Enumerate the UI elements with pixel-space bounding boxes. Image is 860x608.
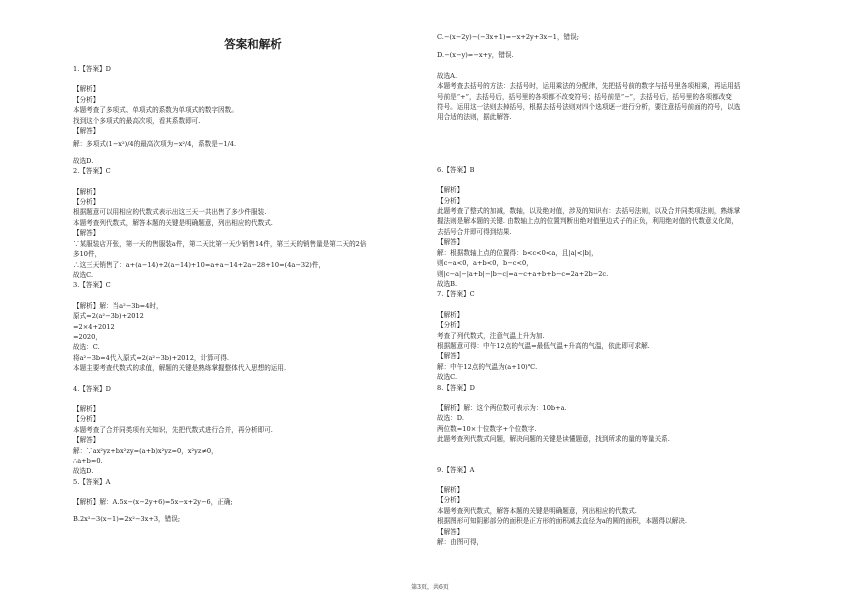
text-line: 此题考查了整式的加减，数轴，以及绝对值，涉及的知识有：去括号法则，以及合并同类项法则，熟练掌	[437, 207, 741, 216]
text-line: ∵某服装店开张，第一天的售服装a件，第二天比第一天少销售14件，第三天的销售量是第二天的2倍	[73, 239, 367, 248]
text-line: 根据题意可得：中午12点的气温=最低气温+升高的气温，依此即可求解.	[437, 341, 650, 350]
text-line: 解：∵ax²yz+bx²zy=(a+b)x²yz=0，x²yz≠0，	[73, 446, 218, 455]
text-line: 本题考查列代数式，解答本题的关键是明确题意，列出相应的代数式.	[73, 218, 273, 227]
text-line: 故选C.	[437, 373, 458, 382]
text-line: 【分析】	[437, 496, 464, 505]
text-line: ∴a+b=0.	[73, 457, 103, 465]
text-line: 找到这个多项式的最高次项，看其系数即可.	[73, 116, 201, 125]
text-line: 用合适的法则，据此解答.	[437, 113, 512, 122]
text-line: 解：由图可得，	[437, 538, 484, 547]
text-line: 3.【答案】C	[73, 281, 111, 290]
text-line: 根据题意可以用相应的代数式表示出这三天一共出售了多少件服装.	[73, 208, 267, 217]
text-line: 故选：C.	[73, 343, 100, 352]
text-line: 去括号合并即可得到结果.	[437, 227, 512, 236]
text-line: 【分析】	[73, 95, 100, 104]
text-line: C.−(x−2y)−(−3x+1)=−x+2y+3x−1，错误;	[437, 33, 579, 41]
text-line: 【解答】	[437, 238, 464, 247]
text-line: 8.【答案】D	[437, 383, 475, 392]
text-line: 故选B.	[437, 279, 458, 288]
text-line: 则|c−a|−|a+b|−|b−c|=a−c+a+b+b−c=2a+2b−2c.	[437, 269, 609, 278]
text-line: 号前是“+”，去括号后，括号里的各项都不改变符号；括号前是“−”，去括号后，括号里的各项都改变	[437, 92, 732, 101]
text-line: 多10件，	[73, 250, 102, 259]
text-line: 此题考查列代数式问题，解决问题的关键是读懂题意，找到所求的量的等量关系.	[437, 435, 670, 444]
text-line: 9.【答案】A	[437, 465, 475, 474]
text-line: 故选D.	[73, 156, 94, 165]
text-line: 故选：D.	[437, 414, 464, 423]
text-line: 2.【答案】C	[73, 167, 111, 176]
text-line: 解：根据数轴上点的位置得：b<c<0<a，且|a|<|b|，	[437, 248, 598, 257]
text-line: 【解答】	[73, 229, 100, 238]
text-line: 根据图形可知阴影部分的面积是正方形的面积减去直径为a的圆的面积，本题得以解决.	[437, 517, 687, 526]
text-line: 本题考查去括号的方法：去括号时，运用乘法的分配律，先把括号前的数字与括号里各项相乘，再运用括	[437, 82, 741, 91]
text-line: 【分析】	[437, 196, 464, 205]
text-line: =2×4+2012	[73, 322, 115, 331]
text-line: =2020，	[73, 332, 102, 341]
text-line: 故选A.	[437, 71, 458, 80]
text-line: 4.【答案】D	[73, 384, 111, 393]
text-line: 本题主要考查代数式的求值，解题的关键是熟练掌握整体代入思想的运用.	[73, 364, 287, 373]
text-line: 故选D.	[73, 467, 94, 476]
text-line: 符号。运用这一法则去掉括号，根据去括号法则对四个选项逐一进行分析，要注意括号前面的符号，以选	[437, 103, 741, 112]
text-line: 【解析】	[437, 486, 464, 494]
text-line: 【解析】	[437, 186, 464, 195]
text-line: 1.【答案】D	[73, 65, 111, 73]
text-line: 5.【答案】A	[73, 477, 111, 486]
text-line: 6.【答案】B	[437, 165, 475, 174]
text-line: ∴这三天销售了：a+(a−14)+2(a−14)+10=a+a−14+2a−28+10=(4a−32)件，	[73, 260, 326, 269]
text-line: 【解析】	[437, 310, 464, 319]
text-line: 考查了列代数式，注意气温上升为加.	[437, 331, 545, 340]
text-line: D.−(x−y)=−x+y，错误.	[437, 51, 514, 60]
text-line: 将a²−3b=4代入原式=2(a²−3b)+2012，计算可得.	[73, 353, 229, 362]
text-line: 本题考查了多项式、单项式的系数为单项式的数字因数。	[73, 106, 238, 115]
page-title: 答案和解析	[224, 37, 282, 51]
text-line: 【解析】	[73, 404, 100, 413]
text-line: 【解答】	[437, 352, 464, 361]
text-line: 解：中午12点的气温为(a+10)℃.	[437, 362, 538, 371]
text-line: 故选C.	[73, 270, 94, 279]
text-line: 【解析】	[73, 85, 100, 94]
text-line: 【解析】解：A.5x−(x−2y+6)=5x−x+2y−6，正确;	[73, 498, 233, 507]
page-footer: 第3页，共6页	[411, 584, 449, 591]
text-line: 握法则是解本题的关键. 由数轴上点的位置判断出绝对值里边式子的正负，利用绝对值的代数意义化简，	[437, 217, 738, 226]
text-line: 【解答】	[73, 436, 100, 445]
text-line: 【解析】解：这个两位数可表示为：10b+a.	[437, 403, 567, 412]
left-column	[73, 0, 433, 524]
text-line: 解：多项式(1−x²)/4的最高次项为−x²/4，系数是−1/4.	[73, 140, 237, 149]
text-line: B.2x²−3(x−1)=2x²−3x+3，错误;	[73, 514, 181, 523]
text-line: 【分析】	[437, 321, 464, 330]
text-line: 两位数=10×十位数字+个位数字.	[437, 424, 537, 433]
text-line: 【解析】	[73, 187, 100, 196]
text-line: 【解答】	[73, 127, 100, 136]
text-line: 【分析】	[73, 198, 100, 207]
text-line: 【分析】	[73, 415, 100, 424]
text-line: 则c−a<0，a+b<0，b−c<0，	[437, 259, 533, 268]
text-line: 本题考查了合并同类项有关知识，先把代数式进行合并，再分析即可.	[73, 425, 273, 434]
text-line: 7.【答案】C	[437, 290, 475, 299]
text-line: 【解答】	[437, 527, 464, 536]
text-line: 【解析】解：当a²−3b=4时，	[73, 301, 163, 310]
right-column	[437, 0, 797, 547]
text-line: 原式=2(a²−3b)+2012	[73, 312, 144, 321]
text-line: 本题考查列代数式，解答本题的关键是明确题意，列出相应的代数式.	[437, 506, 637, 515]
